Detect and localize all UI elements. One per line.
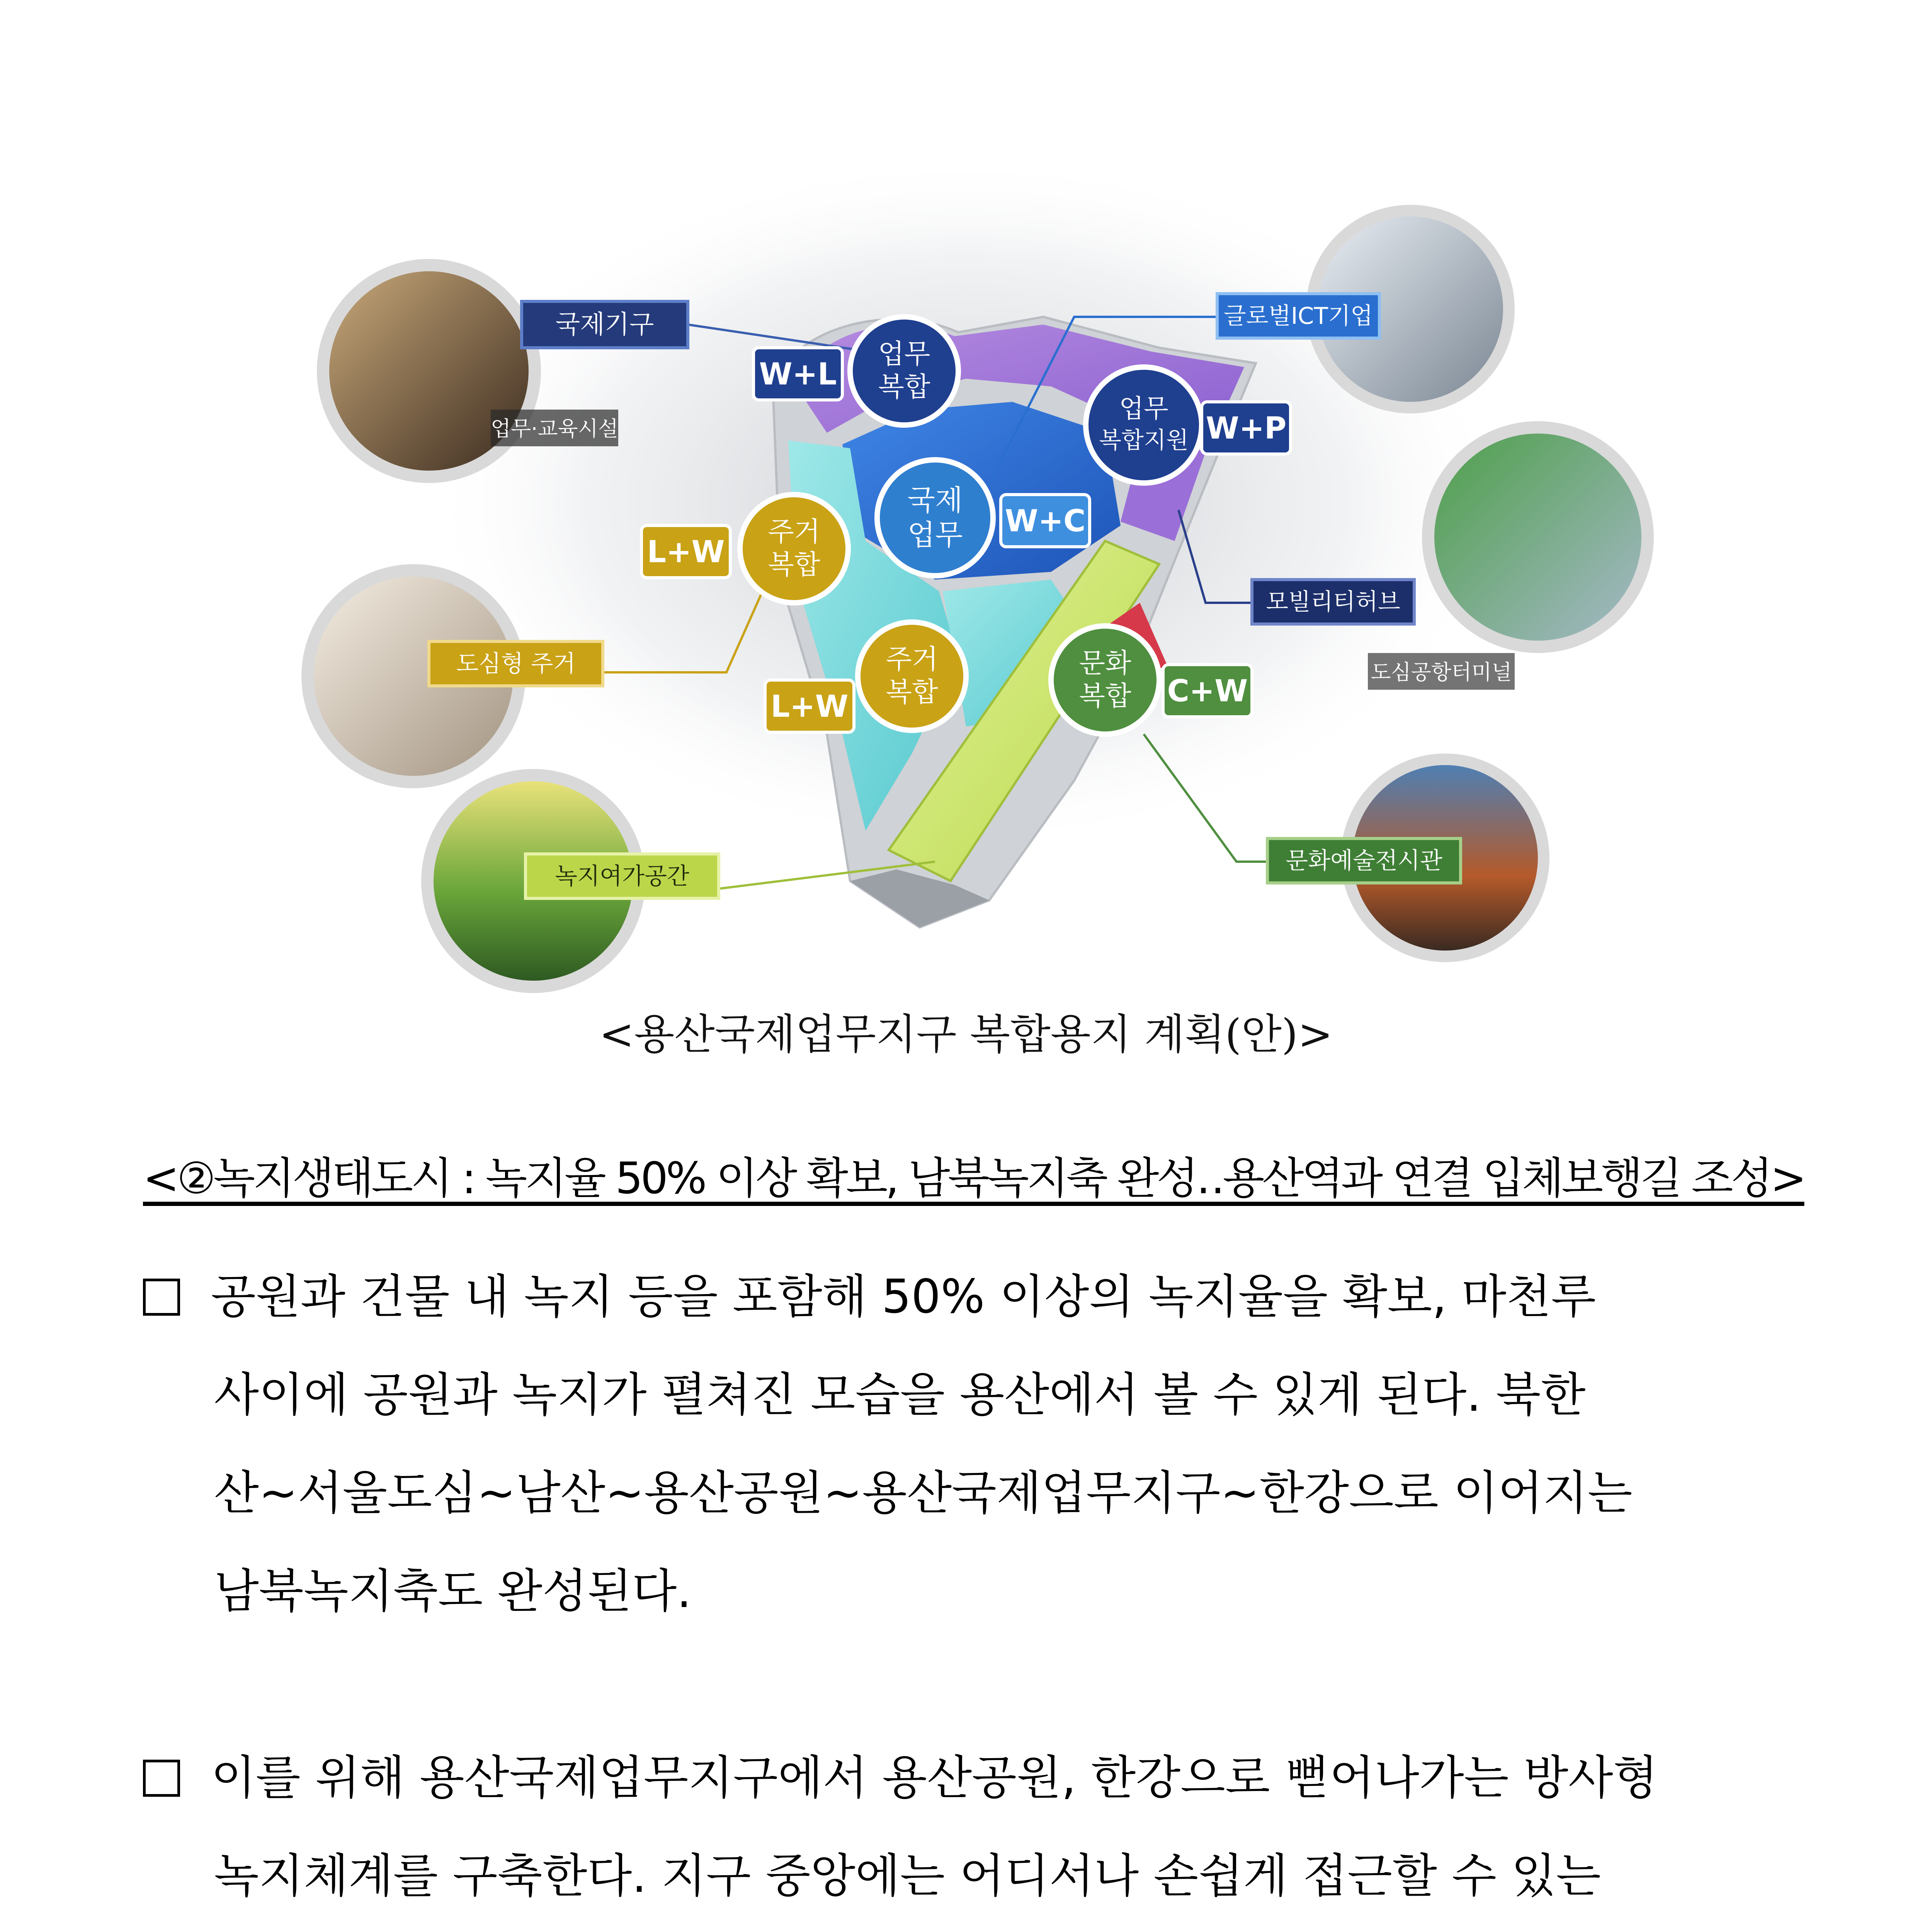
svg-text:주거: 주거 — [768, 516, 820, 548]
svg-text:모빌리티허브: 모빌리티허브 — [1266, 588, 1400, 616]
paragraph-1 — [143, 1248, 1816, 1641]
svg-text:국제기구: 국제기구 — [555, 310, 654, 339]
svg-text:국제: 국제 — [907, 484, 963, 517]
callout-urban-housing — [429, 641, 603, 686]
paragraph-1-line-3: 산~서울도심~남산~용산공원~용산국제업무지구~한강으로 이어지는 — [214, 1466, 1633, 1520]
svg-text:복합: 복합 — [1079, 680, 1131, 712]
svg-text:문화: 문화 — [1079, 647, 1131, 679]
svg-text:문화예술전시관: 문화예술전시관 — [1286, 847, 1442, 874]
bullet-box — [143, 1760, 180, 1797]
paragraph-1-line-1: 공원과 건물 내 녹지 등을 포함해 50% 이상의 녹지율을 확보, 마천루 — [211, 1270, 1596, 1324]
svg-text:복합: 복합 — [768, 549, 820, 580]
photo-mobility-hub — [1422, 421, 1654, 653]
paragraph-2-line-3 — [143, 1925, 1816, 1932]
callout-global-ict — [1217, 294, 1379, 338]
callout-culture-hall — [1267, 838, 1461, 883]
bullet-box — [143, 1279, 180, 1316]
svg-text:복합지원: 복합지원 — [1099, 427, 1189, 454]
paragraph-1-line-2: 사이에 공원과 녹지가 펼쳐진 모습을 용산에서 볼 수 있게 된다. 북한 — [214, 1368, 1586, 1422]
svg-text:W+P: W+P — [1206, 411, 1287, 446]
photo-intl-org — [317, 259, 541, 483]
svg-text:업무: 업무 — [907, 519, 963, 552]
section-heading: <②녹지생태도시 : 녹지율 50% 이상 확보, 남북녹지축 완성‥용산역과 연결 입체보행길 조성> — [143, 1153, 1804, 1204]
paragraph-1-line-4: 남북녹지축도 완성된다. — [214, 1565, 692, 1618]
svg-text:W+C: W+C — [1005, 504, 1086, 539]
svg-text:글로벌ICT기업: 글로벌ICT기업 — [1223, 303, 1373, 330]
svg-text:녹지여가공간: 녹지여가공간 — [555, 863, 689, 890]
paragraph-2 — [143, 1729, 1816, 1932]
svg-text:C+W: C+W — [1167, 674, 1248, 709]
figure-caption: <용산국제업무지구 복합용지 계획(안)> — [599, 1010, 1333, 1059]
svg-text:업무: 업무 — [1119, 394, 1168, 423]
svg-text:L+W: L+W — [770, 689, 849, 724]
paragraph-2-line-2: 녹지체계를 구축한다. 지구 중앙에는 어디서나 손쉽게 접근할 수 있는 — [214, 1849, 1601, 1903]
svg-text:L+W: L+W — [647, 535, 725, 570]
paragraph-2-line-1: 이를 위해 용산국제업무지구에서 용산공원, 한강으로 뻗어나가는 방사형 — [211, 1751, 1658, 1805]
svg-text:복합: 복합 — [886, 676, 938, 708]
svg-text:도심공항터미널: 도심공항터미널 — [1371, 660, 1512, 684]
svg-text:W+L: W+L — [759, 357, 837, 392]
svg-text:업무: 업무 — [878, 338, 930, 370]
svg-text:업무·교육시설: 업무·교육시설 — [490, 417, 619, 441]
svg-text:도심형 주거: 도심형 주거 — [456, 650, 576, 677]
svg-text:복합: 복합 — [878, 371, 930, 403]
svg-text:주거: 주거 — [886, 643, 938, 675]
callout-green-leisure — [526, 854, 719, 898]
